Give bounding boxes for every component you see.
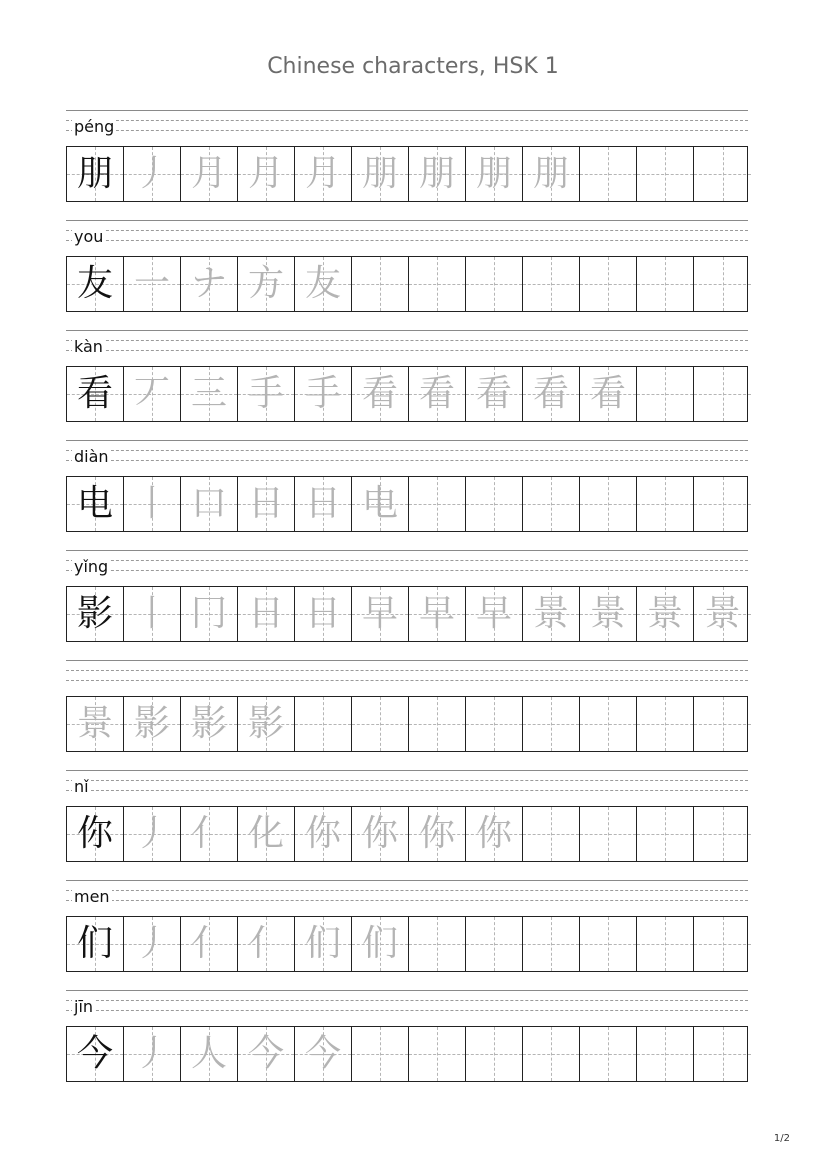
- practice-cell[interactable]: [124, 587, 181, 641]
- practice-cell[interactable]: [637, 1027, 694, 1081]
- trace-character: ナ: [190, 263, 227, 304]
- practice-cell[interactable]: [181, 147, 238, 201]
- practice-cell[interactable]: [124, 147, 181, 201]
- model-character: 看: [76, 373, 113, 414]
- practice-cell[interactable]: [694, 917, 751, 971]
- trace-character: 丿: [133, 153, 170, 194]
- practice-cell[interactable]: [181, 697, 238, 751]
- practice-cell[interactable]: [181, 587, 238, 641]
- pinyin-label: men: [74, 887, 110, 906]
- practice-cell[interactable]: [352, 587, 409, 641]
- pinyin-label: jīn: [74, 997, 94, 1016]
- trace-character: 亻: [190, 813, 227, 854]
- practice-grid: [66, 146, 748, 202]
- trace-character: 景: [646, 593, 683, 634]
- model-cell[interactable]: [67, 147, 124, 201]
- trace-character: 们: [361, 923, 398, 964]
- model-character: 影: [76, 593, 113, 634]
- guide-line: [66, 990, 748, 991]
- trace-character: 看: [532, 373, 569, 414]
- page-title: Chinese characters, HSK 1: [267, 54, 559, 79]
- trace-character: 丨: [133, 483, 170, 524]
- trace-character: 月: [190, 153, 227, 194]
- practice-cell[interactable]: [694, 587, 751, 641]
- guide-line: [66, 440, 748, 441]
- practice-cell[interactable]: [124, 697, 181, 751]
- trace-character: 人: [190, 1033, 227, 1074]
- model-cell[interactable]: [67, 477, 124, 531]
- model-cell[interactable]: [67, 807, 124, 861]
- trace-character: 看: [589, 373, 626, 414]
- guide-line-dashed: [66, 350, 748, 351]
- practice-cell[interactable]: [466, 807, 523, 861]
- practice-cell[interactable]: [637, 367, 694, 421]
- trace-character: 看: [475, 373, 512, 414]
- trace-character: 看: [361, 373, 398, 414]
- practice-cell[interactable]: [580, 917, 637, 971]
- practice-cell[interactable]: [181, 1027, 238, 1081]
- model-cell[interactable]: [67, 1027, 124, 1081]
- practice-cell[interactable]: [352, 1027, 409, 1081]
- practice-cell[interactable]: [580, 807, 637, 861]
- practice-grid: [66, 256, 748, 312]
- model-cell[interactable]: [67, 587, 124, 641]
- model-character: 电: [76, 483, 113, 524]
- practice-cell[interactable]: [694, 697, 751, 751]
- practice-cell[interactable]: [466, 257, 523, 311]
- practice-cell[interactable]: [295, 1027, 352, 1081]
- practice-cell[interactable]: [295, 147, 352, 201]
- trace-character: 你: [304, 813, 341, 854]
- practice-cell[interactable]: [694, 807, 751, 861]
- practice-cell[interactable]: [637, 257, 694, 311]
- practice-cell[interactable]: [238, 807, 295, 861]
- trace-character: 月: [247, 153, 284, 194]
- practice-cell[interactable]: [409, 697, 466, 751]
- guide-line-dashed: [66, 900, 748, 901]
- trace-character: 早: [418, 593, 455, 634]
- practice-cell[interactable]: [466, 147, 523, 201]
- trace-character: 景: [76, 703, 113, 744]
- practice-cell[interactable]: [580, 257, 637, 311]
- practice-grid: [66, 476, 748, 532]
- practice-cell[interactable]: [409, 587, 466, 641]
- practice-cell[interactable]: [694, 147, 751, 201]
- guide-line: [66, 880, 748, 881]
- pinyin-label: péng: [74, 117, 115, 136]
- model-character: 友: [76, 263, 113, 304]
- trace-character: 一: [133, 263, 170, 304]
- practice-cell[interactable]: [238, 367, 295, 421]
- practice-cell[interactable]: [637, 587, 694, 641]
- practice-cell[interactable]: [409, 807, 466, 861]
- trace-character: 影: [133, 703, 170, 744]
- practice-grid: [66, 586, 748, 642]
- trace-character: 丿: [133, 1033, 170, 1074]
- guide-line-dashed: [66, 890, 748, 891]
- practice-cell[interactable]: [466, 917, 523, 971]
- trace-character: 早: [475, 593, 512, 634]
- practice-cell[interactable]: [523, 697, 580, 751]
- trace-character: 景: [704, 593, 741, 634]
- trace-character: 丆: [133, 373, 170, 414]
- practice-cell[interactable]: [694, 1027, 751, 1081]
- trace-character: 早: [361, 593, 398, 634]
- trace-character: 日: [247, 483, 284, 524]
- practice-cell[interactable]: [238, 477, 295, 531]
- trace-character: 方: [247, 263, 284, 304]
- practice-cell[interactable]: [409, 367, 466, 421]
- practice-cell[interactable]: [238, 1027, 295, 1081]
- trace-character: 朋: [361, 153, 398, 194]
- practice-cell[interactable]: [352, 367, 409, 421]
- guide-line: [66, 550, 748, 551]
- practice-cell[interactable]: [637, 147, 694, 201]
- practice-cell[interactable]: [352, 257, 409, 311]
- guide-line-dashed: [66, 450, 748, 451]
- guide-line-dashed: [66, 240, 748, 241]
- practice-cell[interactable]: [124, 1027, 181, 1081]
- guide-line-dashed: [66, 790, 748, 791]
- practice-cell[interactable]: [409, 1027, 466, 1081]
- trace-character: 手: [304, 373, 341, 414]
- guide-line-dashed: [66, 340, 748, 341]
- trace-character: 丿: [133, 813, 170, 854]
- guide-line-dashed: [66, 570, 748, 571]
- practice-cell[interactable]: [580, 477, 637, 531]
- pinyin-label: you: [74, 227, 104, 246]
- practice-cell[interactable]: [523, 917, 580, 971]
- model-character: 你: [76, 813, 113, 854]
- pinyin-label: yǐng: [74, 557, 109, 576]
- practice-cell[interactable]: [295, 587, 352, 641]
- model-cell[interactable]: [67, 917, 124, 971]
- trace-character: 亻: [190, 923, 227, 964]
- trace-character: 朋: [418, 153, 455, 194]
- practice-cell[interactable]: [238, 147, 295, 201]
- practice-cell[interactable]: [181, 807, 238, 861]
- practice-cell[interactable]: [466, 1027, 523, 1081]
- model-character: 朋: [76, 153, 113, 194]
- practice-cell[interactable]: [295, 917, 352, 971]
- model-cell[interactable]: [67, 257, 124, 311]
- trace-character: 化: [247, 813, 284, 854]
- trace-character: 朋: [475, 153, 512, 194]
- guide-line: [66, 330, 748, 331]
- trace-character: 朋: [532, 153, 569, 194]
- trace-character: 景: [589, 593, 626, 634]
- trace-character: 冂: [190, 593, 227, 634]
- practice-cell[interactable]: [466, 367, 523, 421]
- practice-cell[interactable]: [352, 147, 409, 201]
- trace-character: 你: [475, 813, 512, 854]
- trace-character: 丿: [133, 923, 170, 964]
- practice-cell[interactable]: [295, 367, 352, 421]
- practice-cell[interactable]: [124, 257, 181, 311]
- practice-cell[interactable]: [466, 477, 523, 531]
- practice-grid: [66, 806, 748, 862]
- practice-cell[interactable]: [409, 257, 466, 311]
- practice-cell[interactable]: [181, 257, 238, 311]
- practice-cell[interactable]: [124, 807, 181, 861]
- practice-cell[interactable]: [694, 257, 751, 311]
- practice-cell[interactable]: [67, 697, 124, 751]
- practice-cell[interactable]: [352, 477, 409, 531]
- guide-line-dashed: [66, 780, 748, 781]
- trace-character: 亻: [247, 923, 284, 964]
- trace-character: 月: [304, 153, 341, 194]
- practice-cell[interactable]: [181, 917, 238, 971]
- practice-cell[interactable]: [466, 697, 523, 751]
- trace-character: 丨: [133, 593, 170, 634]
- trace-character: 今: [247, 1033, 284, 1074]
- practice-cell[interactable]: [352, 697, 409, 751]
- practice-cell[interactable]: [124, 917, 181, 971]
- practice-cell[interactable]: [694, 367, 751, 421]
- trace-character: 今: [304, 1033, 341, 1074]
- practice-cell[interactable]: [523, 257, 580, 311]
- trace-character: 手: [247, 373, 284, 414]
- guide-line: [66, 770, 748, 771]
- guide-line-dashed: [66, 1000, 748, 1001]
- guide-line-dashed: [66, 670, 748, 671]
- practice-cell[interactable]: [637, 807, 694, 861]
- practice-cell[interactable]: [580, 367, 637, 421]
- practice-cell[interactable]: [295, 807, 352, 861]
- trace-character: 影: [247, 703, 284, 744]
- practice-cell[interactable]: [523, 367, 580, 421]
- practice-cell[interactable]: [238, 587, 295, 641]
- practice-cell[interactable]: [409, 917, 466, 971]
- practice-cell[interactable]: [238, 917, 295, 971]
- practice-cell[interactable]: [580, 697, 637, 751]
- guide-line: [66, 660, 748, 661]
- guide-line-dashed: [66, 1010, 748, 1011]
- trace-character: 口: [190, 483, 227, 524]
- practice-cell[interactable]: [352, 807, 409, 861]
- page-number: 1/2: [773, 1133, 790, 1144]
- trace-character: 看: [418, 373, 455, 414]
- trace-character: 你: [361, 813, 398, 854]
- practice-cell[interactable]: [295, 697, 352, 751]
- practice-cell[interactable]: [295, 257, 352, 311]
- practice-cell[interactable]: [580, 147, 637, 201]
- practice-cell[interactable]: [238, 257, 295, 311]
- trace-character: 日: [247, 593, 284, 634]
- guide-line-dashed: [66, 120, 748, 121]
- practice-cell[interactable]: [124, 477, 181, 531]
- practice-cell[interactable]: [637, 917, 694, 971]
- model-character: 们: [76, 923, 113, 964]
- practice-cell[interactable]: [466, 587, 523, 641]
- trace-character: 景: [532, 593, 569, 634]
- practice-cell[interactable]: [523, 147, 580, 201]
- guide-line-dashed: [66, 130, 748, 131]
- practice-cell[interactable]: [637, 477, 694, 531]
- trace-character: 们: [304, 923, 341, 964]
- guide-line: [66, 220, 748, 221]
- practice-cell[interactable]: [295, 477, 352, 531]
- pinyin-label: nǐ: [74, 777, 89, 796]
- model-cell[interactable]: [67, 367, 124, 421]
- pinyin-label: kàn: [74, 337, 103, 356]
- practice-cell[interactable]: [124, 367, 181, 421]
- trace-character: 影: [190, 703, 227, 744]
- practice-cell[interactable]: [637, 697, 694, 751]
- practice-cell[interactable]: [181, 367, 238, 421]
- practice-cell[interactable]: [694, 477, 751, 531]
- practice-grid: [66, 916, 748, 972]
- guide-line-dashed: [66, 680, 748, 681]
- practice-cell[interactable]: [580, 587, 637, 641]
- guide-line-dashed: [66, 230, 748, 231]
- practice-cell[interactable]: [181, 477, 238, 531]
- guide-line: [66, 110, 748, 111]
- practice-cell[interactable]: [580, 1027, 637, 1081]
- trace-character: 电: [361, 483, 398, 524]
- guide-line-dashed: [66, 560, 748, 561]
- trace-character: 友: [304, 263, 341, 304]
- pinyin-label: diàn: [74, 447, 109, 466]
- practice-grid: [66, 1026, 748, 1082]
- practice-cell[interactable]: [523, 1027, 580, 1081]
- model-character: 今: [76, 1033, 113, 1074]
- trace-character: 日: [304, 593, 341, 634]
- practice-grid: [66, 696, 748, 752]
- guide-line-dashed: [66, 460, 748, 461]
- practice-cell[interactable]: [523, 807, 580, 861]
- practice-cell[interactable]: [352, 917, 409, 971]
- practice-cell[interactable]: [523, 477, 580, 531]
- trace-character: 你: [418, 813, 455, 854]
- practice-cell[interactable]: [523, 587, 580, 641]
- practice-cell[interactable]: [409, 147, 466, 201]
- practice-grid: [66, 366, 748, 422]
- trace-character: 三: [190, 373, 227, 414]
- practice-cell[interactable]: [238, 697, 295, 751]
- trace-character: 日: [304, 483, 341, 524]
- practice-cell[interactable]: [409, 477, 466, 531]
